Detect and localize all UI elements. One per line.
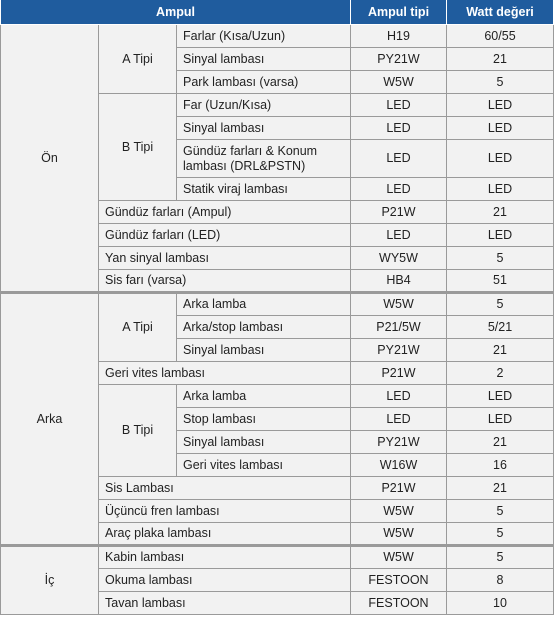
- bulb-type: W16W: [351, 454, 447, 477]
- bulb-type: PY21W: [351, 339, 447, 362]
- bulb-name: Gündüz farları & Konum lambası (DRL&PSTN): [177, 140, 351, 178]
- bulb-type: HB4: [351, 270, 447, 293]
- bulb-name: Geri vites lambası: [99, 362, 351, 385]
- subtype-front-b: B Tipi: [99, 94, 177, 201]
- bulb-name: Okuma lambası: [99, 569, 351, 592]
- bulb-type: LED: [351, 140, 447, 178]
- bulb-watt: LED: [447, 385, 554, 408]
- bulb-watt: 8: [447, 569, 554, 592]
- bulb-name: Yan sinyal lambası: [99, 247, 351, 270]
- bulb-watt: LED: [447, 94, 554, 117]
- bulb-type: LED: [351, 224, 447, 247]
- bulb-watt: 2: [447, 362, 554, 385]
- bulb-watt: 21: [447, 339, 554, 362]
- bulb-watt: 21: [447, 477, 554, 500]
- bulb-watt: LED: [447, 117, 554, 140]
- location-interior: İç: [1, 546, 99, 615]
- location-rear: Arka: [1, 293, 99, 546]
- bulb-watt: 21: [447, 48, 554, 71]
- bulb-watt: 51: [447, 270, 554, 293]
- bulb-watt: LED: [447, 140, 554, 178]
- bulb-type: W5W: [351, 523, 447, 546]
- bulb-type: LED: [351, 408, 447, 431]
- subtype-rear-a: A Tipi: [99, 293, 177, 362]
- bulb-name: Stop lambası: [177, 408, 351, 431]
- bulb-watt: 10: [447, 592, 554, 615]
- bulb-name: Sinyal lambası: [177, 48, 351, 71]
- bulb-name: Gündüz farları (LED): [99, 224, 351, 247]
- bulb-name: Araç plaka lambası: [99, 523, 351, 546]
- bulb-type: FESTOON: [351, 592, 447, 615]
- bulb-type: W5W: [351, 500, 447, 523]
- bulb-type: P21W: [351, 477, 447, 500]
- bulb-name: Sinyal lambası: [177, 431, 351, 454]
- header-bulb: Ampul: [1, 0, 351, 25]
- bulb-watt: 5: [447, 523, 554, 546]
- bulb-name: Sis Lambası: [99, 477, 351, 500]
- bulb-name: Sinyal lambası: [177, 339, 351, 362]
- bulb-watt: 5: [447, 546, 554, 569]
- bulb-name: Statik viraj lambası: [177, 178, 351, 201]
- bulb-type: P21W: [351, 201, 447, 224]
- bulb-watt: 21: [447, 201, 554, 224]
- bulb-watt: LED: [447, 408, 554, 431]
- bulb-type: P21W: [351, 362, 447, 385]
- bulb-name: Farlar (Kısa/Uzun): [177, 25, 351, 48]
- header-row: [1, 0, 554, 25]
- header-wattage: Watt değeri: [447, 0, 554, 25]
- bulb-name: Sinyal lambası: [177, 117, 351, 140]
- bulb-watt: 5: [447, 247, 554, 270]
- subtype-rear-b: B Tipi: [99, 385, 177, 477]
- bulb-type: PY21W: [351, 431, 447, 454]
- bulb-name: Far (Uzun/Kısa): [177, 94, 351, 117]
- bulb-watt: 5: [447, 71, 554, 94]
- bulb-watt: LED: [447, 178, 554, 201]
- subtype-front-a: A Tipi: [99, 25, 177, 94]
- bulb-watt: 5: [447, 500, 554, 523]
- location-front: Ön: [1, 25, 99, 293]
- bulb-name: Üçüncü fren lambası: [99, 500, 351, 523]
- bulb-watt: 60/55: [447, 25, 554, 48]
- bulb-name: Arka lamba: [177, 385, 351, 408]
- table-row: [1, 25, 554, 48]
- bulb-type: FESTOON: [351, 569, 447, 592]
- bulb-type: W5W: [351, 71, 447, 94]
- bulb-type: LED: [351, 385, 447, 408]
- table-row: [1, 546, 554, 569]
- bulb-name: Geri vites lambası: [177, 454, 351, 477]
- bulb-type: PY21W: [351, 48, 447, 71]
- bulb-name: Sis farı (varsa): [99, 270, 351, 293]
- bulb-name: Park lambası (varsa): [177, 71, 351, 94]
- bulb-name: Kabin lambası: [99, 546, 351, 569]
- bulb-watt: 5/21: [447, 316, 554, 339]
- bulb-watt: 21: [447, 431, 554, 454]
- bulb-type: P21/5W: [351, 316, 447, 339]
- bulb-type: H19: [351, 25, 447, 48]
- bulb-type: LED: [351, 178, 447, 201]
- bulb-name: Arka/stop lambası: [177, 316, 351, 339]
- table-row: [1, 293, 554, 316]
- bulb-name: Tavan lambası: [99, 592, 351, 615]
- bulb-type: LED: [351, 117, 447, 140]
- header-bulb-type: Ampul tipi: [351, 0, 447, 25]
- bulb-watt: 16: [447, 454, 554, 477]
- bulb-watt: LED: [447, 224, 554, 247]
- bulb-name: Gündüz farları (Ampul): [99, 201, 351, 224]
- bulb-type: W5W: [351, 546, 447, 569]
- bulb-type: LED: [351, 94, 447, 117]
- bulb-name: Arka lamba: [177, 293, 351, 316]
- bulb-type: W5W: [351, 293, 447, 316]
- bulb-type: WY5W: [351, 247, 447, 270]
- bulb-watt: 5: [447, 293, 554, 316]
